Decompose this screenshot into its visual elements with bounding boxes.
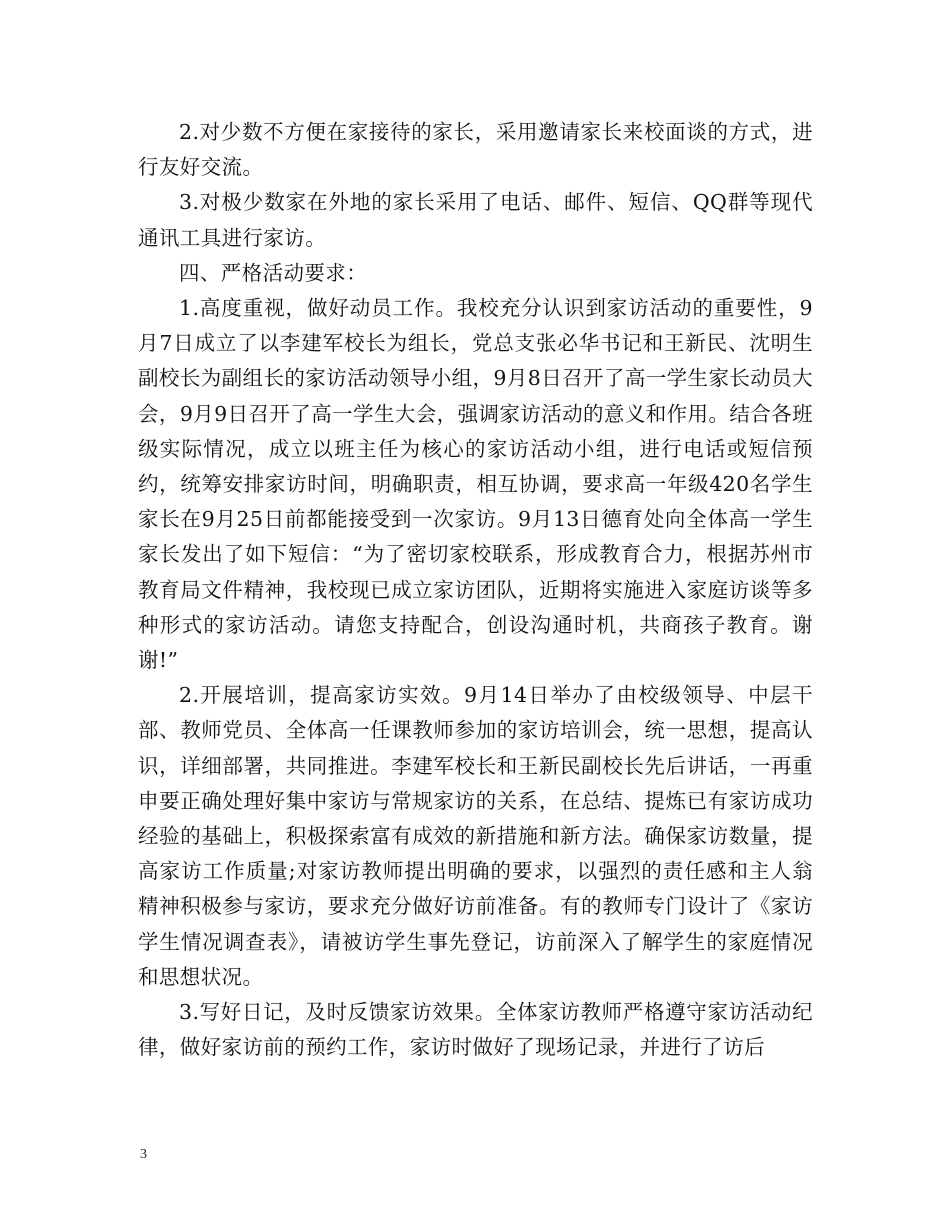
paragraph: 1.高度重视，做好动员工作。我校充分认识到家访活动的重要性，9月7日成立了以李建军校长为组长，党总支张必华书记和王新民、沈明生副校长为副组长的家访活动领导小组，9月8日召开了高一学生家长动员大会，9月9日召开了高一学生大会，强调家访活动的意义和作用。结合各班级实际情况，成立以班主任为核心的家访活动小组，进行电话或短信预约，统筹安排家访时间，明确职责，相互协调，要求高一年级420名学生家长在9月25日前都能接受到一次家访。9月13日德育处向全体高一学生家长发出了如下短信：“为了密切家校联系，形成教育合力，根据苏州市教育局文件精神，我校现已成立家访团队，近期将实施进入家庭访谈等多种形式的家访活动。请您支持配合，创设沟通时机，共商孩子教育。谢谢!”: [138, 296, 813, 673]
document-body: [138, 115, 813, 1065]
paragraph: 3.写好日记，及时反馈家访效果。全体家访教师严格遵守家访活动纪律，做好家访前的预约工作，家访时做好了现场记录，并进行了访后: [138, 1000, 813, 1060]
paragraph: 2.开展培训，提高家访实效。9月14日举办了由校级领导、中层干部、教师党员、全体高一任课教师参加的家访培训会，统一思想，提高认识，详细部署，共同推进。李建军校长和王新民副校长先后讲话，一再重申要正确处理好集中家访与常规家访的关系，在总结、提炼已有家访成功经验的基础上，积极探索富有成效的新措施和新方法。确保家访数量，提高家访工作质量;对家访教师提出明确的要求，以强烈的责任感和主人翁精神积极参与家访，要求充分做好访前准备。有的教师专门设计了《家访学生情况调查表》，请被访学生事先登记，访前深入了解学生的家庭情况和思想状况。: [138, 683, 813, 989]
page-number: 3: [140, 1147, 147, 1162]
paragraph: 3.对极少数家在外地的家长采用了电话、邮件、短信、QQ群等现代通讯工具进行家访。: [138, 190, 813, 250]
section-heading: 四、严格活动要求：: [179, 260, 368, 285]
paragraph: 2.对少数不方便在家接待的家长，采用邀请家长来校面谈的方式，进行友好交流。: [138, 120, 813, 180]
